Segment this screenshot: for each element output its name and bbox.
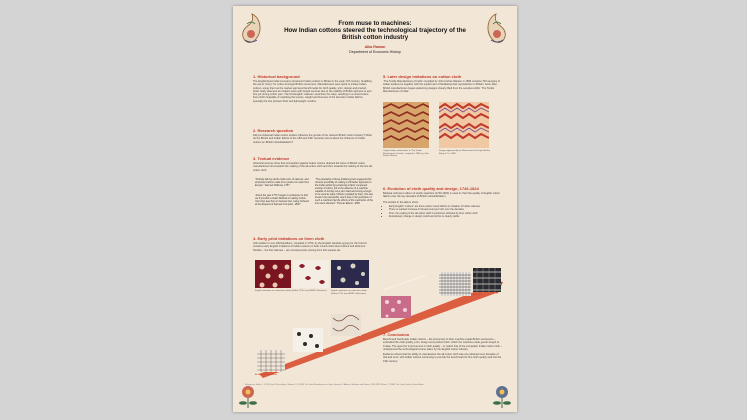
paisley-ornament-top-right-icon xyxy=(481,10,511,50)
section-text: Evidence shows that the ability to manufacture the all-cotton cloth was one obtained over decades of trial and error, with Indian cottons continuing to provide the benchmark for fine cloth quality well into the 19th century. xyxy=(383,353,502,363)
caption-british-registered: Design registered by the Manchester firm Hugh Hornby Birley & Co., 1866 xyxy=(439,150,490,155)
caption-holker-2: English imitations on cotton-linen fabric (Holker 1750, from BDNF Collections) xyxy=(331,290,368,295)
quote-oldknow: “Nobody will buy all the India sorts of calicoes, and all printed cottons made from goods not made from Europe.” Samuel Oldknow, 1787 xyxy=(255,178,310,187)
swatch-evolution-2 xyxy=(293,328,323,352)
department-name: Department of Economic History xyxy=(349,49,401,54)
section-heading: 7. Conclusion xyxy=(383,332,410,337)
section-historical-background xyxy=(253,74,373,103)
section-text: Barbara Johnson’s album of textile swatches (1746-1823) is used to chart the quality of English cotton fabrics over the key decades of British industrialization. xyxy=(383,192,500,199)
section-heading: 5. Later design imitations on cotton cloth xyxy=(383,74,462,79)
evolution-bullet-list xyxy=(383,205,503,219)
caption-holker-1: English imitations on cotton-linen fabric (Holker 1750, from BDNF Collections) xyxy=(255,290,327,292)
poster xyxy=(233,6,517,412)
section-heading: 2. Research question xyxy=(253,128,294,133)
swatch-british-registered xyxy=(439,102,489,148)
section-heading: 3. Textual evidence xyxy=(253,156,290,161)
section-heading: 6. Evolution of cloth quality and design, 1746-1824 xyxy=(383,186,479,191)
section-research-question xyxy=(253,128,373,144)
swatch-evolution-3 xyxy=(331,314,361,336)
quote-ellison: “The popularity of these [Indian] goods suggested the obvious possibility of making a still better approach to the Indian article by producing a fabric composed entirely of cotton; but in the absence of a machine capable of turning out a yarn hard and strong enough to be used as warp, hitherto supplied by linen, this was found to be impossible, and it was to the perfection of such a machine that the efforts of the machinists of the time were directed.” Thomas Ellison, 1868 xyxy=(315,178,373,205)
label-first-swatch: All linen-cotton mixture xyxy=(255,374,278,376)
caption-indian-original: Original Indian cotton fabric in ‘The Textile Manufactures of India’, compiled in 1866, by John Forbes Watson xyxy=(383,150,429,158)
section-text: Did pre-industrial Indian cotton textiles influence the growth of the nascent British cotton industry? What do the British and Indian fabrics of the 18th and 19th centuries tell us about the influence of Indian cottons on British industrialisation? xyxy=(253,134,372,144)
section-heading: 4. Early print imitations on linen cloth xyxy=(253,236,325,241)
section-text: “The Textile Manufactures of India” compiled by John Forbes Watson in 1866 contains 700 samples of Indian textiles put together with the explicit aim of facilitating their reproduction in Britain. Soon after, British manufacturers began patterning designs closely lifted from the samples within “The Textile Manufactures of India”. xyxy=(383,80,500,93)
list-item: • Early English “cottons” are linen-cotton mixed fabrics in imitation of Indian calicoes xyxy=(389,205,503,208)
arrow-label: Evolution over time & technological progress xyxy=(383,274,427,292)
list-item: • First, the making of the all cotton cloth is perfected, followed by finer cotton cloth xyxy=(389,212,503,215)
poster-title-line2: How Indian cottons steered the technological trajectory of the xyxy=(284,27,466,35)
section-text: Historical sources show that competition against Indian cottons directed the focus of British cotton manufacturers first towards the making of the all-cotton cloth and then towards the making of the fine all-cotton cloth. xyxy=(253,162,373,172)
swatch-evolution-1 xyxy=(257,350,285,372)
section-text: John Holker’s Livre D’Echantillons, compiled in 1750, by the English Jacobite spying for the French, contains early English imitations of Indian cottons on both mixed cotton-linen fabrics and all-linens. Studies – the first calicoes – are conspicuously missing from this sample set. xyxy=(253,242,368,252)
section-evolution-cloth-quality xyxy=(383,186,503,219)
section-later-design-imitations xyxy=(383,74,503,93)
floral-ornament-bottom-right-icon xyxy=(489,382,515,410)
poster-title-line1: From muse to machines: xyxy=(338,20,412,27)
list-item: • There is marked increase in thread count per inch over the decades xyxy=(389,208,503,211)
quote-crompton: “About the year 1773 I began to endeavour to find out if possible a better Method of making Cotton Yarn than was then in General Use, being Ordered at the Request of Samuel Crompton, 1802” xyxy=(255,194,309,206)
section-text: The English East India Company introduced Indian cottons in Britain in the early 17th century, heralding the era of “fancy” for cotton amongst British consumers. Manufacturers were quick to imitate Indian cottons, using them as the market approved benchmarks for cloth quality, print, design and product finish. Early attempts at imitation were with limited success due to the inability of British spinners to spin fine yet strong cotton yarn. The first English ‘calicoes’ used linen for warp, resulting in a mixed cotton-linen cloth incapable of matching the texture, weight and fineness of the all-cotton Indian fabrics, specially the fine printed chintz and lightweight muslins. xyxy=(253,80,372,103)
swatch-evolution-5 xyxy=(439,272,471,296)
section-conclusion xyxy=(383,332,503,363)
references: References: Holker, J. (1750) Livre D’Echantillons; Watson, J.F. (1866) The Textile Manufactures of India; Johnson, B. Album of Fashions and Fabrics, 1746-1823; Ellison, T. (1868) The Cotton Trade of Great Britain. xyxy=(245,384,425,386)
section-text: Benchmark handmade Indian cottons – the precursors to their machine-made British successors – embodied the cloth quality, print, design and product finish, which the machine-made goods sought to imitate. The quest for improvement in cloth quality – to match that of the competitor Indian cotton cloth – underpinned the technological course taken by the English cotton industry. xyxy=(383,338,503,351)
poster-title-line3: British cotton industry xyxy=(341,34,409,42)
author-name: Alka Raman xyxy=(364,44,386,49)
section-textual-evidence xyxy=(253,156,373,172)
title-block xyxy=(273,20,477,54)
section-early-print-imitations xyxy=(253,236,373,252)
paisley-ornament-top-left-icon xyxy=(237,10,267,50)
swatch-evolution-6 xyxy=(473,268,501,292)
swatch-evolution-4 xyxy=(381,296,411,318)
list-item: • Evolutionary change in design motifs and prints is clearly visible xyxy=(389,215,503,218)
section-intro: The textiles in the album show: xyxy=(383,200,419,204)
label-last-swatch: All cotton xyxy=(473,294,482,296)
swatch-indian-original xyxy=(383,102,429,148)
section-heading: 1. Historical background xyxy=(253,74,300,79)
